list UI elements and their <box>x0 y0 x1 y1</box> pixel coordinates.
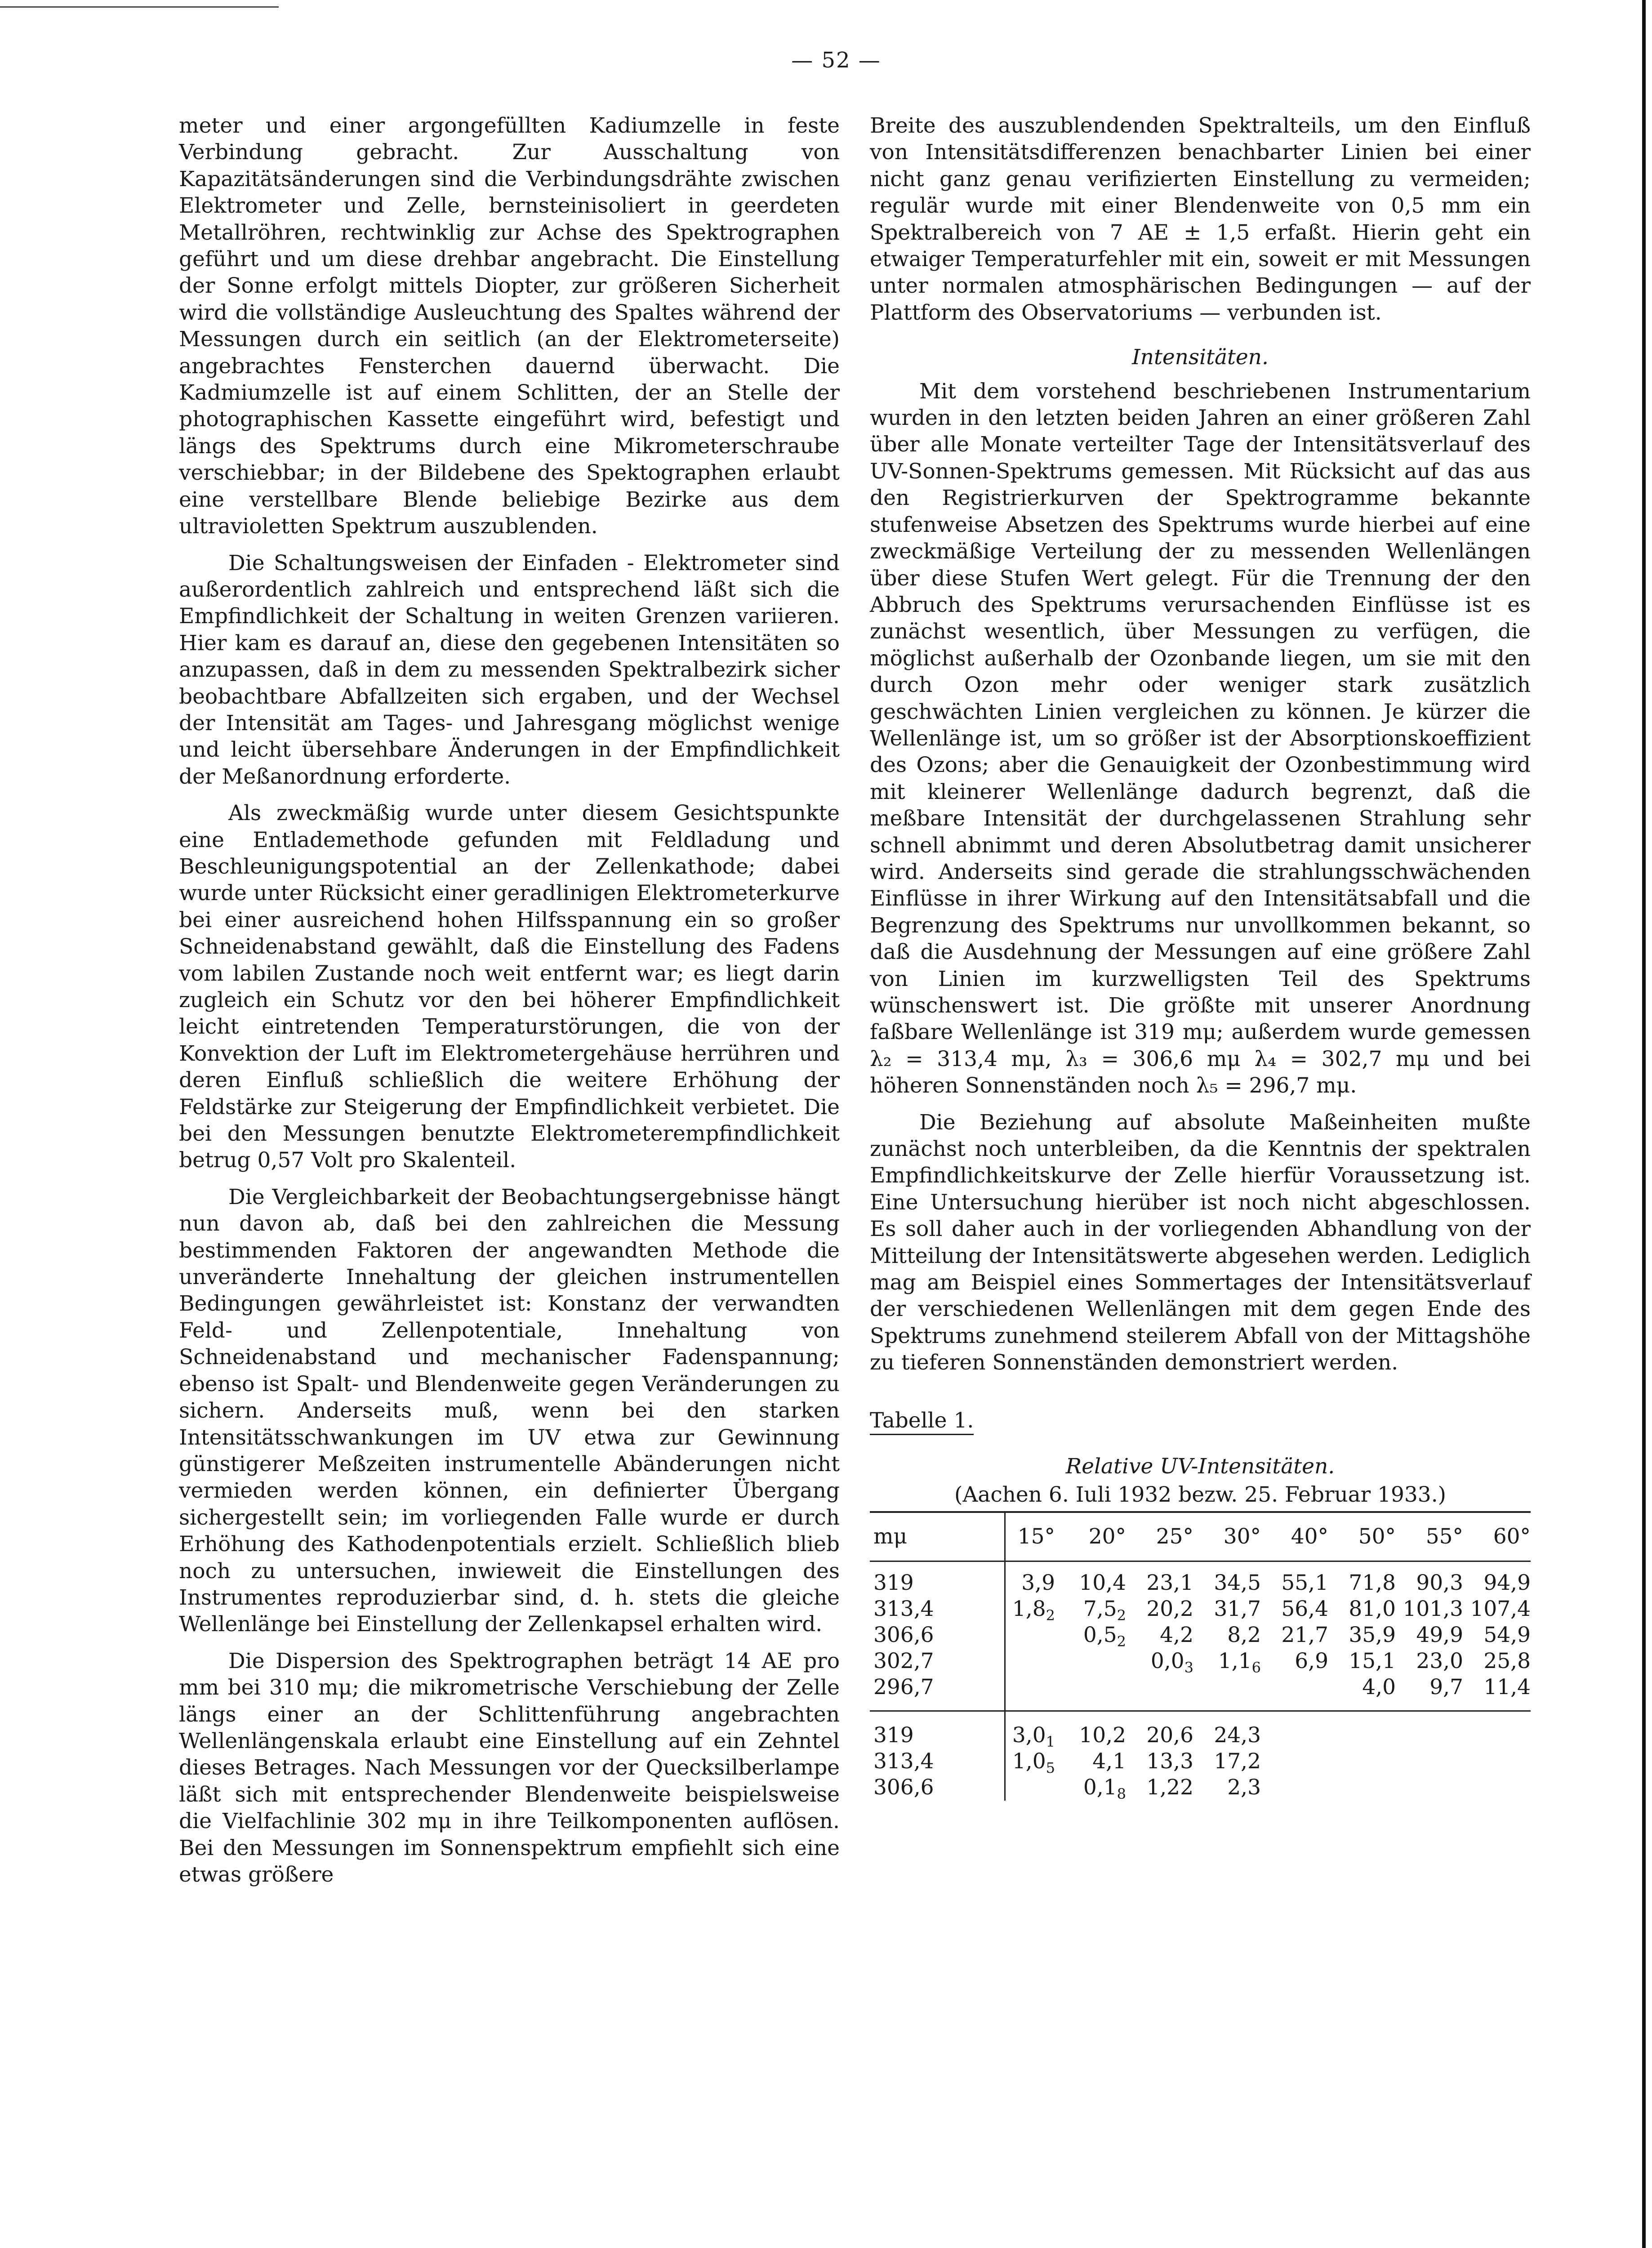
value-cell <box>1005 1748 1059 1775</box>
value-cell <box>1328 1596 1396 1622</box>
value-cell <box>1261 1648 1328 1674</box>
value-cell <box>1261 1561 1328 1596</box>
value-cell <box>1005 1596 1059 1622</box>
value-text: 3,9 <box>1021 1570 1055 1595</box>
value-cell <box>1396 1775 1463 1801</box>
value-text: 2,3 <box>1227 1775 1261 1800</box>
value-cell <box>1396 1648 1463 1674</box>
value-cell <box>1005 1674 1059 1711</box>
value-text: 21,7 <box>1281 1622 1328 1647</box>
value-cell <box>1396 1561 1463 1596</box>
value-cell <box>1328 1775 1396 1801</box>
value-cell <box>1261 1775 1328 1801</box>
paragraph: Breite des auszublendenden Spektralteils, um den Einfluß von Intensitätsdifferenzen benachbarter Linien bei einer nicht ganz genau verifizierten Einstellung zu vermeiden; regulär wurde mit einer Blendenweite von 0,5 mm ein Spektralbereich von 7 AE ± 1,5 erfaßt. Hierin geht ein etwaiger Temperaturfehler mit ein, soweit er mit Messungen unter normalen atmosphärischen Bedingungen — auf der Plattform des Observatoriums — verbunden ist. <box>870 113 1531 325</box>
value-cell <box>1463 1711 1531 1748</box>
value-subscript: 5 <box>1046 1759 1055 1776</box>
value-subscript: 2 <box>1046 1606 1055 1624</box>
value-text: 17,2 <box>1214 1748 1261 1774</box>
paragraph: meter und einer argongefüllten Kadiumzelle in feste Verbindung gebracht. Zur Ausschaltung von Kapazitätsänderungen sind die Verbindungsdrähte zwischen Elektrometer und Zelle, bernsteinisoliert in geerdeten Metallröhren, rechtwinklig zur Achse des Spektrographen geführt und um diese drehbar angebracht. Die Einstellung der Sonne erfolgt mittels Diopter, zur größeren Sicherheit wird die vollständige Ausleuchtung des Spaltes während der Messungen durch ein seitlich (an der Elektrometerseite) angebrachtes Fensterchen dauernd überwacht. Die Kadmiumzelle ist auf einem Schlitten, der an Stelle der photographischen Kassette eingeführt wird, befestigt und längs des Spektrums durch eine Mikrometerschraube verschiebbar; in der Bildebene des Spektographen erlaubt eine verstellbare Blende beliebige Bezirke aus dem ultravioletten Spektrum auszublenden. <box>179 113 840 539</box>
value-cell <box>1328 1748 1396 1775</box>
value-cell <box>1328 1648 1396 1674</box>
value-cell <box>1463 1674 1531 1711</box>
wavelength-cell: 306,6 <box>873 1622 934 1647</box>
wavelength-cell: 319 <box>873 1570 914 1595</box>
value-cell <box>1463 1561 1531 1596</box>
value-cell <box>1126 1674 1193 1711</box>
value-text: 9,7 <box>1429 1674 1463 1699</box>
value-cell <box>1126 1561 1193 1596</box>
wavelength-cell: 302,7 <box>873 1648 934 1673</box>
table-row <box>870 1775 1531 1801</box>
value-text: 11,4 <box>1483 1674 1531 1699</box>
table-row <box>870 1596 1531 1622</box>
angle-header: 30° <box>1193 1512 1261 1561</box>
value-cell <box>1261 1711 1328 1748</box>
value-cell <box>1005 1561 1059 1596</box>
value-text: 15,1 <box>1349 1648 1396 1673</box>
value-cell <box>1005 1622 1059 1648</box>
paragraph-text: Mit dem vorstehend beschriebenen Instrumentarium wurden in den letzten beiden Jahren an einer größeren Zahl über alle Monate verteilter Tage der Intensitätsverlauf des UV-Sonnen-Spektrums gemessen. Mit Rücksicht auf das aus den Registrierkurven der Spektrogramme bekannte stufenweise Absetzen des Spektrums wurde hierbei auf eine zweckmäßige Verteilung der zu messenden Wellenlängen über diese Stufen Wert gelegt. Für die Trennung der den Abbruch des Spektrums verursachenden Einflüsse ist es zunächst wesentlich, über Messungen zu verfügen, die möglichst außerhalb der Ozonbande liegen, um sie mit den durch Ozon mehr oder weniger stark zusätzlich geschwächten Linien vergleichen zu können. Je kürzer die Wellenlänge ist, um so größer ist der Absorptionskoeffizient des Ozons; aber die Genauigkeit der Ozonbestimmung wird mit kleinerer Wellenlänge dadurch begrenzt, daß die meßbare Intensität der durchgelassenen Strahlung sehr schnell abnimmt und deren Absolutbetrag damit unsicherer wird. Anderseits sind gerade die strahlungsschwächenden Einflüsse in ihrer Wirkung auf den Intensitätsabfall und die Begrenzung des Spektrums nur unvollkommen bekannt, so daß die Ausdehnung der Messungen auf eine größere Zahl von Linien im kurzwelligsten Teil des Spektrums wünschenswert ist. Die größte mit unserer Anordnung faßbare Wellenlänge ist 319 mμ; außerdem wurde gemessen <box>870 379 1531 1045</box>
value-cell <box>1126 1711 1193 1748</box>
value-cell <box>1261 1674 1328 1711</box>
wavelength-cell: 313,4 <box>873 1596 934 1621</box>
value-text: 0,5 <box>1083 1622 1117 1647</box>
value-cell <box>1261 1748 1328 1775</box>
value-cell <box>1059 1596 1126 1622</box>
value-cell <box>1463 1596 1531 1622</box>
value-text: 35,9 <box>1349 1622 1396 1647</box>
angle-header: 25° <box>1126 1512 1193 1561</box>
value-cell <box>1059 1622 1126 1648</box>
value-text: 10,4 <box>1079 1570 1126 1595</box>
lambda-5: λ₅ = 296,7 mμ. <box>1196 1073 1357 1098</box>
angle-header: 55° <box>1396 1512 1463 1561</box>
value-text: 6,9 <box>1295 1648 1328 1673</box>
value-cell <box>1396 1748 1463 1775</box>
value-text: 107,4 <box>1470 1596 1531 1621</box>
value-text: 13,3 <box>1146 1748 1193 1774</box>
value-cell <box>1261 1596 1328 1622</box>
paragraph: Als zweckmäßig wurde unter diesem Gesichtspunkte eine Entlademethode gefunden mit Feldladung und Beschleunigungspotential an der Zellenkathode; dabei wurde unter Rücksicht einer geradlinigen Elektrometerkurve bei einer ausreichend hohen Hilfsspannung ein so großer Schneidenabstand gewählt, daß die Einstellung des Fadens vom labilen Zustande noch weit entfernt war; es liegt darin zugleich ein Schutz vor den bei höherer Empfindlichkeit leicht eintretenden Temperaturstörungen, die von der Konvektion der Luft im Elektrometergehäuse herrühren und deren Einfluß schließlich die weitere Erhöhung der Feldstärke zur Steigerung der Empfindlichkeit verbietet. Die bei den Messungen benutzte Elektrometerempfindlichkeit betrug 0,57 Volt pro Skalenteil. <box>179 801 840 1173</box>
table-body <box>870 1561 1531 1801</box>
value-text: 90,3 <box>1416 1570 1463 1595</box>
value-text: 56,4 <box>1281 1596 1328 1621</box>
value-text: 3,0 <box>1012 1722 1046 1748</box>
value-text: 1,0 <box>1012 1748 1046 1774</box>
value-text: 4,0 <box>1362 1674 1396 1699</box>
value-text: 25,8 <box>1483 1648 1531 1673</box>
value-subscript: 2 <box>1117 1606 1126 1624</box>
paragraph <box>870 378 1531 1099</box>
angle-header: 60° <box>1463 1512 1531 1561</box>
lambda-3: λ₃ = 306,6 mμ <box>1065 1046 1241 1071</box>
value-text: 81,0 <box>1349 1596 1396 1621</box>
value-cell <box>1463 1775 1531 1801</box>
value-subscript: 3 <box>1184 1659 1193 1676</box>
value-text: 1,1 <box>1218 1648 1252 1673</box>
paragraph: Die Beziehung auf absolute Maßeinheiten mußte zunächst noch unterbleiben, da die Kenntnis der spektralen Empfindlichkeitskurve der Zelle hierfür Voraussetzung ist. Eine Untersuchung hierüber ist noch nicht abgeschlossen. Es soll daher auch in der vorliegenden Abhandlung von der Mitteilung der Intensitätswerte abgesehen werden. Lediglich mag am Beispiel eines Sommertages der Intensitätsverlauf der verschiedenen Wellenlängen mit dem gegen Ende des Spektrums zunehmend steilerem Abfall von der Mittagshöhe zu tieferen Sonnenständen demonstriert werden. <box>870 1110 1531 1375</box>
value-subscript: 8 <box>1117 1785 1126 1802</box>
value-cell <box>1126 1648 1193 1674</box>
value-text: 24,3 <box>1214 1722 1261 1748</box>
value-text: 0,1 <box>1083 1775 1117 1800</box>
value-text: 34,5 <box>1214 1570 1261 1595</box>
value-cell <box>1059 1648 1126 1674</box>
value-text: 10,2 <box>1079 1722 1126 1748</box>
value-text: 7,5 <box>1083 1596 1117 1621</box>
value-text: 4,2 <box>1160 1622 1193 1647</box>
left-column <box>179 112 840 1888</box>
value-cell <box>1126 1622 1193 1648</box>
value-text: 20,2 <box>1146 1596 1193 1621</box>
top-rule <box>0 6 279 8</box>
value-text: 31,7 <box>1214 1596 1261 1621</box>
value-subscript: 2 <box>1117 1632 1126 1650</box>
value-cell <box>1328 1674 1396 1711</box>
value-cell <box>1261 1622 1328 1648</box>
value-cell <box>1463 1648 1531 1674</box>
angle-header: 40° <box>1261 1512 1328 1561</box>
value-cell <box>1005 1648 1059 1674</box>
lambda-text: und bei höheren Sonnenständen noch <box>870 1046 1531 1098</box>
table-row <box>870 1648 1531 1674</box>
table-row <box>870 1711 1531 1748</box>
value-text: 71,8 <box>1349 1570 1396 1595</box>
unit-header: mμ <box>870 1512 1005 1561</box>
angle-header: 15° <box>1005 1512 1059 1561</box>
value-cell <box>1059 1748 1126 1775</box>
table-row <box>870 1622 1531 1648</box>
value-cell <box>1328 1711 1396 1748</box>
value-text: 54,9 <box>1483 1622 1531 1647</box>
table-header-row <box>870 1512 1531 1561</box>
table-caption: Relative UV-Intensitäten. <box>1065 1454 1335 1479</box>
right-column <box>870 112 1531 1801</box>
value-cell <box>1193 1622 1261 1648</box>
page-number: — 52 — <box>791 48 881 73</box>
value-text: 101,3 <box>1403 1596 1463 1621</box>
value-cell <box>1005 1775 1059 1801</box>
value-cell <box>1059 1561 1126 1596</box>
lambda-4: λ₄ = 302,7 mμ <box>1254 1046 1430 1071</box>
value-cell <box>1193 1674 1261 1711</box>
value-cell <box>1396 1674 1463 1711</box>
value-cell <box>1059 1674 1126 1711</box>
value-cell <box>1396 1622 1463 1648</box>
value-text: 94,9 <box>1483 1570 1531 1595</box>
wavelength-cell: 319 <box>873 1722 914 1748</box>
angle-header: 20° <box>1059 1512 1126 1561</box>
value-text: 1,22 <box>1146 1775 1193 1800</box>
value-text: 23,0 <box>1416 1648 1463 1673</box>
value-text: 49,9 <box>1416 1622 1463 1647</box>
lambda-2: λ₂ = 313,4 mμ, <box>870 1046 1052 1071</box>
value-subscript: 6 <box>1251 1659 1261 1676</box>
value-cell <box>1328 1561 1396 1596</box>
table-label: Tabelle 1. <box>870 1408 974 1435</box>
value-text: 20,6 <box>1146 1722 1193 1748</box>
value-text: 1,8 <box>1012 1596 1046 1621</box>
paragraph: Die Schaltungsweisen der Einfaden - Elektrometer sind außerordentlich zahlreich und entsprechend läßt sich die Empfindlichkeit der Schaltung in weiten Grenzen variieren. Hier kam es darauf an, diese den gegebenen Intensitäten so anzupassen, daß in dem zu messenden Spektralbezirk sicher beobachtbare Abfallzeiten sich ergaben, und der Wechsel der Intensität am Tages- und Jahresgang möglichst wenige und leicht übersehbare Änderungen in der Empfindlichkeit der Meßanordnung erforderte. <box>179 550 840 789</box>
value-cell <box>1005 1711 1059 1748</box>
value-text: 55,1 <box>1281 1570 1328 1595</box>
value-cell <box>1328 1622 1396 1648</box>
table-subcaption: (Aachen 6. Iuli 1932 bezw. 25. Februar 1933.) <box>954 1482 1446 1508</box>
value-text: 23,1 <box>1146 1570 1193 1595</box>
value-cell <box>1126 1596 1193 1622</box>
paragraph: Die Vergleichbarkeit der Beobachtungsergebnisse hängt nun davon ab, daß bei den zahlreichen die Messung bestimmenden Faktoren der angewandten Methode die unveränderte Innehaltung der gleichen instrumentellen Bedingungen gewährleistet ist: Konstanz der verwandten Feld- und Zellenpotentiale, Innehaltung von Schneidenabstand und mechanischer Fadenspannung; ebenso ist Spalt- und Blendenweite gegen Veränderungen zu sichern. Anderseits muß, wenn bei den starken Intensitätsschwankungen im UV etwa zur Gewinnung günstigerer Meßzeiten instrumentelle Abänderungen nicht vermieden werden können, ein definierter Übergang sichergestellt sein; im vorliegenden Falle wurde er durch Erhöhung des Kathodenpotentials erzielt. Schließlich blieb noch zu untersuchen, inwieweit die Einstellungen des Instrumentes reproduzierbar sind, d. h. stets die gleiche Wellenlänge bei Einstellung der Zellenkapsel erhalten wird. <box>179 1184 840 1637</box>
section-heading: Intensitäten. <box>1132 345 1269 370</box>
value-cell <box>1193 1748 1261 1775</box>
wavelength-cell: 296,7 <box>870 1674 1005 1711</box>
value-text: 8,2 <box>1227 1622 1261 1647</box>
wavelength-cell: 306,6 <box>873 1775 934 1800</box>
value-cell <box>1193 1711 1261 1748</box>
table-row <box>870 1674 1531 1711</box>
value-cell <box>1126 1775 1193 1801</box>
value-cell <box>1193 1775 1261 1801</box>
paragraph: Die Dispersion des Spektrographen beträgt 14 AE pro mm bei 310 mμ; die mikrometrische Verschiebung der Zelle längs einer an der Schlittenführung angebrachten Wellenlängenskala erlaubt eine Einstellung auf ein Zehntel dieses Betrages. Nach Messungen vor der Quecksilberlampe läßt sich mit entsprechender Blendenweite beispielsweise die Vielfachlinie 302 mμ in ihre Teilkomponenten auflösen. Bei den Messungen im Sonnenspektrum empfiehlt sich eine etwas größere <box>179 1648 840 1887</box>
value-cell <box>1396 1596 1463 1622</box>
value-cell <box>1059 1711 1126 1748</box>
value-cell <box>1463 1748 1531 1775</box>
wavelength-cell: 313,4 <box>873 1748 934 1774</box>
value-text: 0,0 <box>1150 1648 1184 1673</box>
value-cell <box>1126 1748 1193 1775</box>
table-row <box>870 1561 1531 1596</box>
table-row <box>870 1748 1531 1775</box>
value-cell <box>1193 1596 1261 1622</box>
angle-header: 50° <box>1328 1512 1396 1561</box>
value-cell <box>1463 1622 1531 1648</box>
scan-edge <box>1642 0 1646 2248</box>
intensity-table <box>870 1511 1531 1801</box>
value-subscript: 1 <box>1046 1733 1055 1750</box>
value-cell <box>1193 1648 1261 1674</box>
value-text: 4,1 <box>1092 1748 1126 1774</box>
value-cell <box>1059 1775 1126 1801</box>
value-cell <box>1193 1561 1261 1596</box>
value-cell <box>1396 1711 1463 1748</box>
